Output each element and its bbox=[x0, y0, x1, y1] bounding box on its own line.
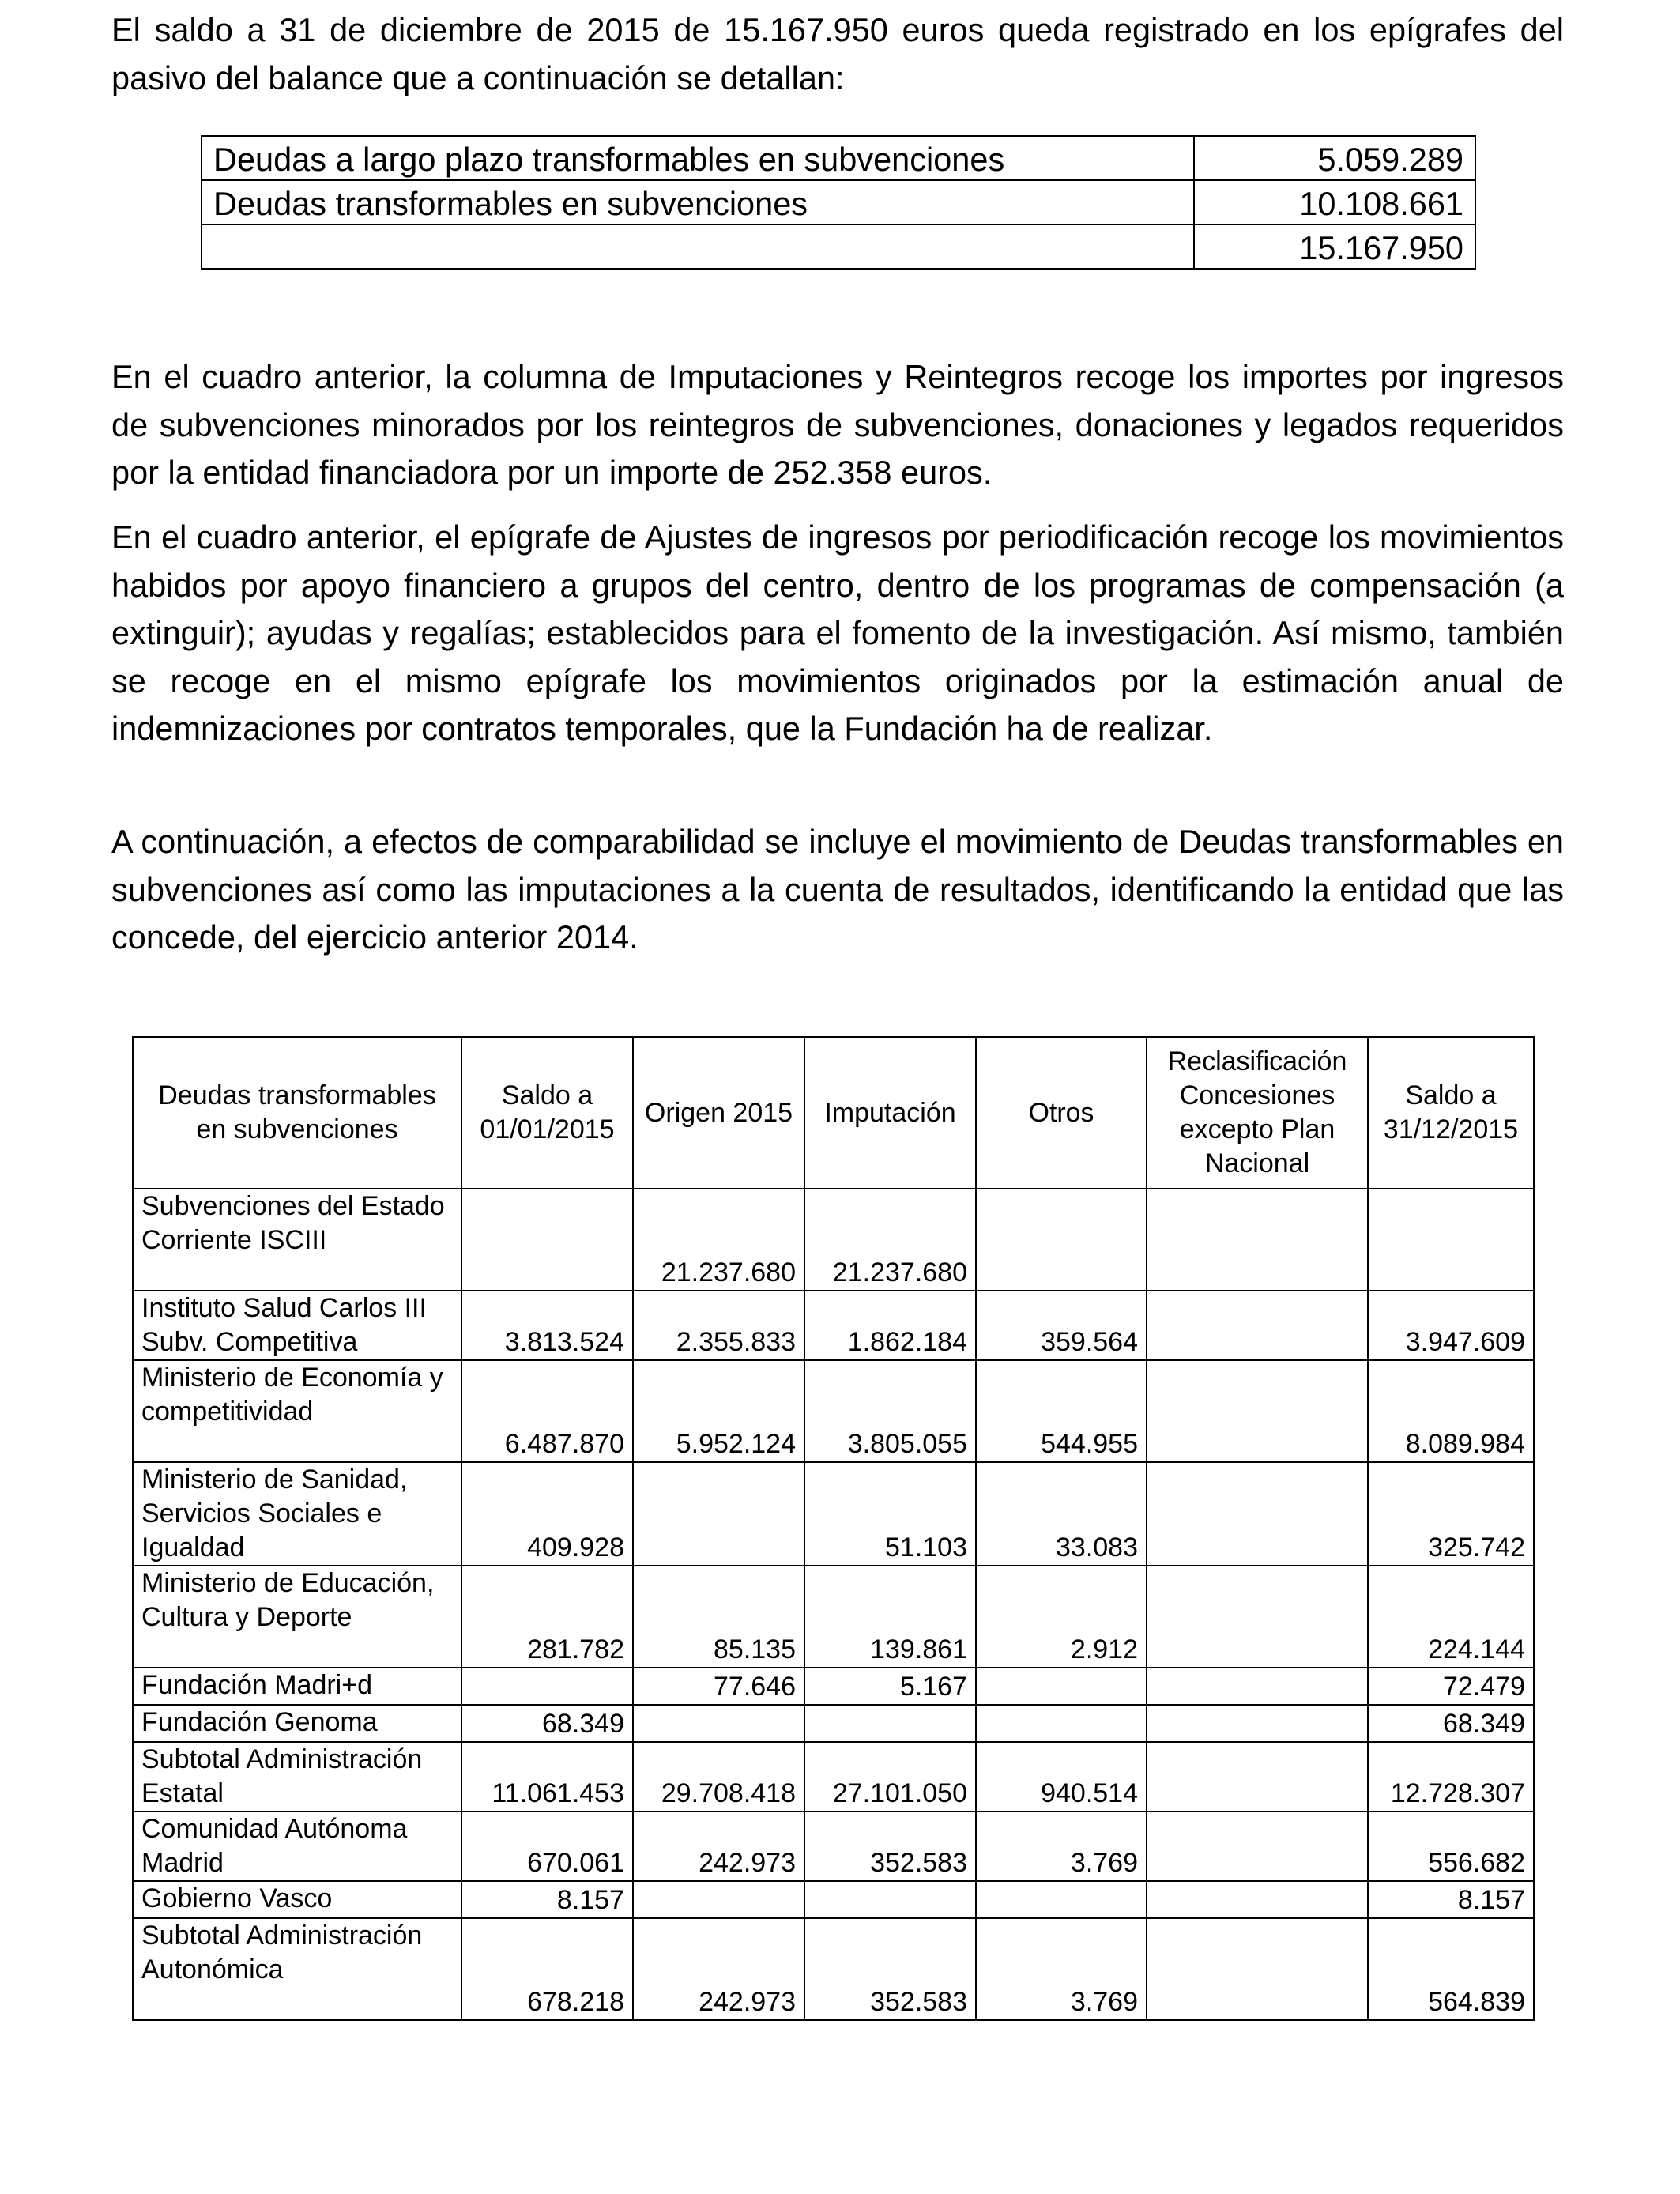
saldo-final-cell bbox=[1368, 1189, 1534, 1291]
otros-cell: 2.912 bbox=[976, 1566, 1147, 1668]
saldo-inicial-cell: 281.782 bbox=[461, 1566, 633, 1668]
summary-table bbox=[201, 135, 1476, 270]
saldo-inicial-cell: 68.349 bbox=[461, 1705, 633, 1742]
reclasificacion-cell bbox=[1147, 1189, 1368, 1291]
imputacion-cell: 139.861 bbox=[804, 1566, 976, 1668]
otros-cell: 3.769 bbox=[976, 1918, 1147, 2020]
imputacion-cell: 27.101.050 bbox=[804, 1742, 976, 1811]
imputacion-cell bbox=[804, 1881, 976, 1918]
otros-cell: 33.083 bbox=[976, 1462, 1147, 1566]
origen-cell bbox=[633, 1705, 804, 1742]
reclasificacion-cell bbox=[1147, 1291, 1368, 1360]
movement-row bbox=[133, 1742, 1534, 1811]
imputacion-cell: 5.167 bbox=[804, 1668, 976, 1705]
entity-cell: Subvenciones del Estado Corriente ISCIII bbox=[133, 1189, 461, 1291]
movement-row bbox=[133, 1360, 1534, 1462]
reclasificacion-cell bbox=[1147, 1918, 1368, 2020]
header-reclasificacion: Reclasificación Concesiones excepto Plan Nacional bbox=[1147, 1037, 1368, 1189]
entity-cell: Subtotal Administración Estatal bbox=[133, 1742, 461, 1811]
movement-row bbox=[133, 1566, 1534, 1668]
movement-row bbox=[133, 1291, 1534, 1360]
otros-cell bbox=[976, 1705, 1147, 1742]
saldo-final-cell: 12.728.307 bbox=[1368, 1742, 1534, 1811]
origen-cell bbox=[633, 1881, 804, 1918]
saldo-inicial-cell: 678.218 bbox=[461, 1918, 633, 2020]
header-saldo-inicial: Saldo a 01/01/2015 bbox=[461, 1037, 633, 1189]
origen-cell: 2.355.833 bbox=[633, 1291, 804, 1360]
entity-cell: Ministerio de Sanidad, Servicios Sociales e Igualdad bbox=[133, 1462, 461, 1566]
imputaciones-paragraph: En el cuadro anterior, la columna de Imputaciones y Reintegros recoge los importes por ingresos de subvenciones minorados por los reintegros de subvenciones, donaciones y legados requeridos por la entidad financiadora por un importe de 252.358 euros. bbox=[111, 358, 1564, 491]
saldo-inicial-cell: 8.157 bbox=[461, 1881, 633, 1918]
reclasificacion-cell bbox=[1147, 1566, 1368, 1668]
otros-cell bbox=[976, 1668, 1147, 1705]
saldo-final-cell: 556.682 bbox=[1368, 1811, 1534, 1881]
summary-amount-cell: 15.167.950 bbox=[1194, 224, 1475, 269]
otros-cell bbox=[976, 1189, 1147, 1291]
origen-cell: 242.973 bbox=[633, 1918, 804, 2020]
comparability-paragraph: A continuación, a efectos de comparabilidad se incluye el movimiento de Deudas transformables en subvenciones así como las imputaciones a la cuenta de resultados, identificando la entidad que las concede, del ejercicio anterior 2014. bbox=[111, 823, 1564, 956]
reclasificacion-cell bbox=[1147, 1811, 1368, 1881]
saldo-final-cell: 8.157 bbox=[1368, 1881, 1534, 1918]
imputacion-cell: 352.583 bbox=[804, 1811, 976, 1881]
imputacion-cell: 21.237.680 bbox=[804, 1189, 976, 1291]
entity-cell: Instituto Salud Carlos III Subv. Competitiva bbox=[133, 1291, 461, 1360]
summary-row bbox=[202, 180, 1475, 224]
reclasificacion-cell bbox=[1147, 1881, 1368, 1918]
header-imputacion: Imputación bbox=[804, 1037, 976, 1189]
header-saldo-final: Saldo a 31/12/2015 bbox=[1368, 1037, 1534, 1189]
summary-label-cell bbox=[202, 224, 1194, 269]
saldo-inicial-cell bbox=[461, 1189, 633, 1291]
summary-label-cell: Deudas a largo plazo transformables en subvenciones bbox=[202, 136, 1194, 180]
origen-cell: 21.237.680 bbox=[633, 1189, 804, 1291]
imputacion-cell: 3.805.055 bbox=[804, 1360, 976, 1462]
origen-cell: 29.708.418 bbox=[633, 1742, 804, 1811]
otros-cell: 544.955 bbox=[976, 1360, 1147, 1462]
header-entity: Deudas transformables en subvenciones bbox=[133, 1037, 461, 1189]
entity-cell: Subtotal Administración Autonómica bbox=[133, 1918, 461, 2020]
imputacion-cell: 352.583 bbox=[804, 1918, 976, 2020]
summary-amount-cell: 5.059.289 bbox=[1194, 136, 1475, 180]
imputacion-cell: 1.862.184 bbox=[804, 1291, 976, 1360]
entity-cell: Gobierno Vasco bbox=[133, 1881, 461, 1918]
entity-cell: Ministerio de Economía y competitividad bbox=[133, 1360, 461, 1462]
saldo-inicial-cell: 11.061.453 bbox=[461, 1742, 633, 1811]
saldo-final-cell: 3.947.609 bbox=[1368, 1291, 1534, 1360]
movement-row bbox=[133, 1705, 1534, 1742]
entity-cell: Comunidad Autónoma Madrid bbox=[133, 1811, 461, 1881]
movement-row bbox=[133, 1811, 1534, 1881]
summary-label-cell: Deudas transformables en subvenciones bbox=[202, 180, 1194, 224]
saldo-final-cell: 224.144 bbox=[1368, 1566, 1534, 1668]
imputacion-cell bbox=[804, 1705, 976, 1742]
entity-cell: Fundación Genoma bbox=[133, 1705, 461, 1742]
header-origen: Origen 2015 bbox=[633, 1037, 804, 1189]
movement-table-header-row bbox=[133, 1037, 1534, 1189]
intro-paragraph: El saldo a 31 de diciembre de 2015 de 15.167.950 euros queda registrado en los epígrafes del pasivo del balance que a continuación se detallan: bbox=[111, 11, 1564, 96]
origen-cell: 85.135 bbox=[633, 1566, 804, 1668]
origen-cell bbox=[633, 1462, 804, 1566]
saldo-final-cell: 68.349 bbox=[1368, 1705, 1534, 1742]
otros-cell: 940.514 bbox=[976, 1742, 1147, 1811]
ajustes-paragraph: En el cuadro anterior, el epígrafe de Ajustes de ingresos por periodificación recoge los movimientos habidos por apoyo financiero a grupos del centro, dentro de los programas de compensación (a extinguir); ayudas y regalías; establecidos para el fomento de la investigación. Así mismo, también se recoge en el mismo epígrafe los movimientos originados por la estimación anual de indemnizaciones por contratos temporales, que la Fundación ha de realizar. bbox=[111, 518, 1564, 747]
saldo-inicial-cell: 3.813.524 bbox=[461, 1291, 633, 1360]
origen-cell: 5.952.124 bbox=[633, 1360, 804, 1462]
movement-row bbox=[133, 1462, 1534, 1566]
reclasificacion-cell bbox=[1147, 1742, 1368, 1811]
movement-row bbox=[133, 1881, 1534, 1918]
header-otros: Otros bbox=[976, 1037, 1147, 1189]
entity-cell: Ministerio de Educación, Cultura y Deporte bbox=[133, 1566, 461, 1668]
saldo-inicial-cell: 409.928 bbox=[461, 1462, 633, 1566]
summary-row bbox=[202, 224, 1475, 269]
otros-cell bbox=[976, 1881, 1147, 1918]
otros-cell: 359.564 bbox=[976, 1291, 1147, 1360]
movement-table bbox=[132, 1036, 1535, 2021]
saldo-final-cell: 8.089.984 bbox=[1368, 1360, 1534, 1462]
movement-row bbox=[133, 1918, 1534, 2020]
saldo-final-cell: 72.479 bbox=[1368, 1668, 1534, 1705]
entity-cell: Fundación Madri+d bbox=[133, 1668, 461, 1705]
saldo-final-cell: 325.742 bbox=[1368, 1462, 1534, 1566]
summary-row bbox=[202, 136, 1475, 180]
reclasificacion-cell bbox=[1147, 1705, 1368, 1742]
saldo-inicial-cell bbox=[461, 1668, 633, 1705]
otros-cell: 3.769 bbox=[976, 1811, 1147, 1881]
reclasificacion-cell bbox=[1147, 1360, 1368, 1462]
reclasificacion-cell bbox=[1147, 1462, 1368, 1566]
imputacion-cell: 51.103 bbox=[804, 1462, 976, 1566]
saldo-inicial-cell: 670.061 bbox=[461, 1811, 633, 1881]
saldo-final-cell: 564.839 bbox=[1368, 1918, 1534, 2020]
origen-cell: 242.973 bbox=[633, 1811, 804, 1881]
reclasificacion-cell bbox=[1147, 1668, 1368, 1705]
movement-row bbox=[133, 1668, 1534, 1705]
saldo-inicial-cell: 6.487.870 bbox=[461, 1360, 633, 1462]
movement-row bbox=[133, 1189, 1534, 1291]
origen-cell: 77.646 bbox=[633, 1668, 804, 1705]
summary-amount-cell: 10.108.661 bbox=[1194, 180, 1475, 224]
